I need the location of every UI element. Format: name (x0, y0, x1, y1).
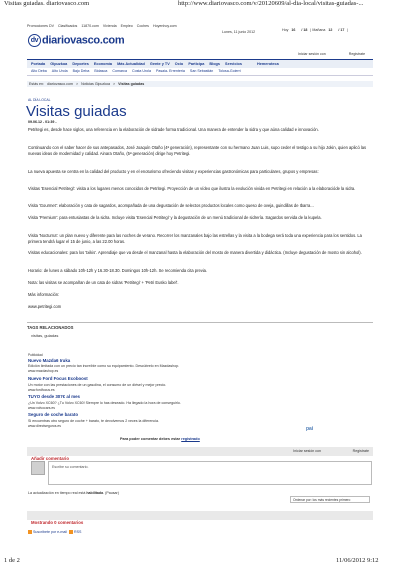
add-comment-bar (27, 447, 373, 461)
subnav-item[interactable]: Alto Urola (51, 69, 68, 73)
site-logo[interactable] (28, 34, 124, 47)
nav-item[interactable]: Más Actualidad (117, 62, 145, 66)
article-paragraph: Más información: (28, 292, 60, 297)
email-icon (28, 530, 32, 534)
ad-url[interactable]: www.directseguros.es (28, 424, 61, 428)
ad-description: Si encuentras otro seguro de coche + barato, te devolvemos 2 veces la diferencia. (28, 419, 159, 423)
article-link[interactable]: www.petritegi.com (28, 304, 62, 309)
ad-url[interactable]: www.fordfocus.es (28, 388, 55, 392)
comments-count-bar (27, 511, 373, 525)
article-timestamp: 09.06.12 - 01:39 - (28, 120, 57, 124)
main-nav (27, 59, 373, 68)
article-paragraph: Visita 'Gourmet': elaboración y cata de sagardos, acompañada de una degustación de selectos productos locales como queso de oveja, guindillas de Ibarra... (28, 203, 314, 208)
article-paragraph: La nueva apuesta se centra en la calidad del producto y en el enoturismo ofreciendo visitas y experiencias gastronómicas para particulares, grupos y empresas: (28, 169, 319, 174)
ad-description: ¿Un Volvo XC60? ¿Tu Volvo XC60! Siempre lo has deseado. Ha llegado la hora de conseguirlo. (28, 401, 181, 405)
tags-list[interactable]: visitas, guiadas (31, 333, 59, 338)
nav-item[interactable]: Portada (31, 62, 46, 66)
ads-label: Publicidad (28, 353, 43, 357)
article-paragraph: Horario: de lunes a sábado 10h-12h y 16.30-18.30. Domingos 10h-12h. Se recomienda cita previa. (28, 268, 208, 273)
tags-title: TAGS RELACIONADOS (27, 325, 74, 330)
comments-count: Mostrando 0 comentarios (31, 520, 84, 525)
comment-login-note: Para poder comentar debes estar registrado (120, 437, 200, 441)
logo-mark: dv (28, 34, 41, 47)
comment-textarea[interactable]: Escribe su comentario. (48, 461, 372, 485)
nav-item[interactable]: Ocio (174, 62, 184, 66)
subnav-item[interactable]: Alto Deba (31, 69, 47, 73)
subnav-item[interactable]: San Sebastián (189, 69, 214, 73)
article-paragraph: Visitas educacionales: para los 'txikis'. Aprendiaje que va desde el manzanal hasta la elaboración del mosto de manera divertida y didáctica. (Incluye degustación de mosto sin alcohol). (28, 250, 362, 255)
subnav-item[interactable]: Comarca (112, 69, 127, 73)
breadcrumb-link[interactable]: Noticias Gipuzkoa (81, 82, 111, 86)
article-headline: Visitas guiadas (26, 103, 127, 120)
top-link[interactable]: 11870.com (81, 24, 99, 28)
breadcrumb: Estás en: diariovasco.com > Noticias Gipuzkoa > Visitas guiadas (27, 81, 373, 87)
nav-item[interactable]: Economía (93, 62, 113, 66)
top-link[interactable]: Promociones DV (27, 24, 54, 28)
article-paragraph: Visitas 'Esencial Petritegi': visita a los lugares menos conocidos de Petritegi. Proyección de un vídeo que ilustra la evolución vivida en Petritegi en relación a la elaboracióde la sidra. (28, 186, 356, 191)
subscribe-email-link[interactable]: Suscribete por e-mail (33, 530, 67, 534)
rss-link[interactable]: RSS (73, 530, 82, 534)
auth-links (298, 52, 365, 56)
print-url: http://www.diariovasco.com/v/20120609/al-dia-local/visitas-guiadas-... (178, 0, 364, 7)
logo-text: diariovasco.com (42, 34, 125, 47)
register-link[interactable]: registrado (181, 437, 200, 441)
article-paragraph: Visita 'Nocturna': un plan nuevo y diferente para las noches de verano. Recorrer los manzanales bajo las estrellas y la visita a la bodega será toda una experiencia para los sentidos. La primera tendrá lugar el 15 de junio, a las 22.00 horas. (28, 233, 362, 244)
print-title: Visitas guiadas. diariovasco.com (4, 0, 90, 7)
login-link[interactable]: Iniciar sesión con (298, 52, 326, 56)
ad-description: Edición limitada con un precio tan increíble como su equipamiento. Descúbrelo en Mazdashop. (28, 364, 180, 368)
ad-url[interactable]: www.mazdashop.es (28, 369, 59, 373)
divider (27, 322, 373, 323)
top-link[interactable]: Empleo (120, 24, 133, 28)
top-link[interactable]: Clasificados (57, 24, 78, 28)
nav-item[interactable]: Blogs (209, 62, 220, 66)
subnav-item[interactable]: Costa Urola (131, 69, 151, 73)
avatar (31, 461, 45, 475)
article-paragraph: Visita 'Premium': para entusiastas de la sidra. Incluye visita 'Esencial Petritegi' y la degustación de un menú tradicional de sidrería. Sagardos servida de la kupela. (28, 215, 322, 220)
register-link[interactable]: Registrate (348, 52, 366, 56)
article-paragraph: Continuando con el saber hacer de sus antepasados, José Joaquín Otaño (4ª generación), representante con su hermano Juan Luis, supo ceder el testigo a su hijo Jokin, quien aplicó las nuevas ideas de modernidad y calidad. Ainara Otaño, (5ª generación) dirige hoy Petritegi. (28, 145, 367, 156)
nav-item[interactable]: Gipuzkoa (50, 62, 68, 66)
ad-title[interactable]: TUYO desde 307€ al mes (28, 394, 80, 399)
sub-nav (27, 68, 373, 76)
current-date: Lunes, 11 junio 2012 (222, 30, 256, 34)
top-link[interactable]: Hoyenhoy.com (152, 24, 177, 28)
comment-feeds (27, 530, 81, 534)
ad-description: Un motor con las prestaciones de un gasolina, el consumo de un diésel y mejor precio. (28, 383, 167, 387)
nav-item[interactable]: Servicios (225, 62, 242, 66)
comment-login-link[interactable]: Iniciar sesión con (293, 449, 321, 453)
top-link[interactable]: Coches (136, 24, 149, 28)
article-paragraph: Nota: las visitas se acompañan de un cata de sidras 'Petritegi' + 'Petri Eusko label'. (28, 280, 179, 285)
nav-item[interactable]: Gente y TV (149, 62, 170, 66)
pause-link[interactable]: . (Pausar) (103, 491, 119, 495)
nav-item[interactable]: Deportes (72, 62, 89, 66)
subnav-item[interactable]: Tolosa-Goierri (218, 69, 241, 73)
nav-item[interactable]: Participa (188, 62, 205, 66)
ad-title[interactable]: Nuevo Ford Focus Ecoboost (28, 376, 88, 381)
ad-title[interactable]: Seguro de coche barato (28, 412, 79, 417)
article-kicker: AL DÍA LOCAL (28, 98, 51, 102)
subnav-item[interactable]: Bidasoa (94, 69, 108, 73)
weather-box: Hoy 16 / 18 | Mañana 12 / 17 | (282, 28, 349, 32)
nav-item[interactable]: Hemeroteca (257, 62, 279, 66)
rss-icon (69, 530, 73, 534)
add-comment-title: Añadir comentario (31, 456, 69, 461)
breadcrumb-current: Visitas guiadas (118, 82, 145, 86)
ad-url[interactable]: www.volvocars.es (28, 406, 55, 410)
realtime-update-note: La actualización en tiempo real está habilitada. (Pausar) (28, 491, 119, 495)
article-paragraph: Petritegi es, desde hace siglos, una referencia en la elaboración de sidrade forma tradicional. Una manera de entender la sidra y que aúna calidad e innovación. (28, 127, 319, 132)
print-page-number: 1 de 2 (4, 557, 20, 564)
subnav-item[interactable]: Bajo Deba (72, 69, 90, 73)
comment-sort-select[interactable]: Ordenar por: los más recientes primero (290, 496, 370, 503)
ad-title[interactable]: Nuevo Mazda6 Iruka (28, 358, 71, 363)
breadcrumb-link[interactable]: diariovasco.com (46, 82, 73, 86)
top-link[interactable]: Vivienda (102, 24, 117, 28)
top-links (27, 24, 180, 28)
ad-network-logo: pai (306, 426, 314, 432)
comment-register-link[interactable]: Registrate (352, 449, 369, 453)
subnav-item[interactable]: Pasaia- Errenteria (155, 69, 185, 73)
print-datetime: 11/06/2012 9:12 (336, 557, 379, 564)
